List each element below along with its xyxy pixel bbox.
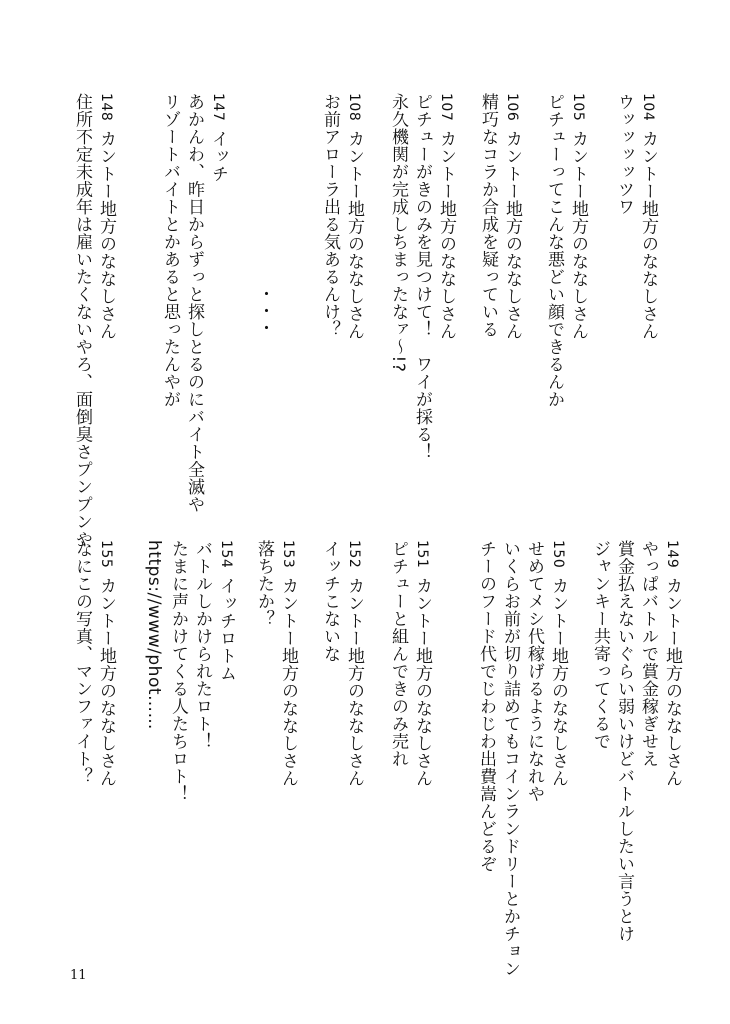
omission-dots: ・・・ — [254, 285, 274, 336]
post-number: 152 — [346, 540, 362, 569]
post-header — [94, 93, 118, 548]
post-header — [206, 93, 230, 513]
post-104 — [612, 93, 660, 340]
post-header — [546, 540, 570, 978]
post-number: 105 — [570, 93, 586, 122]
post-text: せめてメシ代稼げるようになれや — [524, 540, 544, 803]
post-text: ピチューってこんな悪どい顔できるんか — [544, 93, 564, 408]
post-152 — [318, 540, 366, 787]
post-header — [500, 93, 524, 340]
post-number: 150 — [550, 540, 566, 569]
post-text: 精巧なコラか合成を疑っている — [478, 93, 498, 338]
post-number: 106 — [504, 93, 520, 122]
poster-name: カントー地方のななしさん — [344, 130, 364, 341]
poster-name: カントー地方のななしさん — [502, 130, 522, 341]
post-text: ウッッッッツワ — [614, 93, 634, 216]
post-number: 107 — [438, 93, 454, 122]
post-header — [636, 93, 660, 340]
poster-name: カントー地方のななしさん — [96, 130, 116, 341]
post-text: いくらお前が切り詰めてもコインランドリーとかチョン — [500, 540, 520, 978]
poster-name: イッチロトム — [216, 577, 236, 683]
post-text: イッチこないな — [320, 540, 340, 663]
post-text: ピチューがきのみを見つけて！ ワイが採る！ — [412, 93, 432, 461]
poster-name: カントー地方のななしさん — [96, 577, 116, 788]
post-150 — [474, 540, 570, 978]
post-149 — [588, 540, 684, 943]
post-header — [566, 93, 590, 408]
post-header — [342, 540, 366, 787]
post-text: 永久機関が完成しちまったなァ〜!? — [388, 93, 408, 373]
post-108 — [318, 93, 366, 340]
poster-name: カントー地方のななしさん — [278, 577, 298, 788]
post-link: https://www/phot…… — [144, 540, 164, 731]
post-header — [276, 540, 300, 787]
post-text: お前アローラ出る気あるんけ？ — [320, 93, 340, 338]
post-number: 108 — [346, 93, 362, 122]
post-header — [214, 540, 238, 803]
post-text: 住所不定未成年は雇いたくないやろ、面倒臭さプンプンや — [72, 93, 92, 548]
poster-name: カントー地方のななしさん — [412, 577, 432, 788]
post-text: バトルしかけられたロト！ — [192, 540, 212, 750]
post-number: 151 — [414, 540, 430, 569]
post-153 — [252, 540, 300, 787]
post-number: 154 — [218, 540, 234, 569]
post-text: やっぱバトルで賞金稼ぎせえ — [638, 540, 658, 768]
post-text: なにこの写真、マンファイト？ — [72, 540, 92, 785]
post-header — [94, 540, 118, 787]
poster-name: イッチ — [208, 130, 228, 183]
poster-name: カントー地方のななしさん — [568, 130, 588, 341]
post-107 — [386, 93, 458, 461]
post-text: あかんわ、昨日からずっと探しとるのにバイト全滅や — [184, 93, 204, 513]
post-number: 153 — [280, 540, 296, 569]
post-154 — [142, 540, 238, 803]
poster-name: カントー地方のななしさん — [548, 577, 568, 788]
post-text: たまに声かけてくる人たちロト！ — [168, 540, 188, 803]
post-header — [434, 93, 458, 461]
post-number: 155 — [98, 540, 114, 569]
post-106 — [476, 93, 524, 340]
post-147 — [158, 93, 230, 513]
post-number: 149 — [664, 540, 680, 569]
post-header — [342, 93, 366, 340]
poster-name: カントー地方のななしさん — [662, 577, 682, 788]
post-number: 147 — [210, 93, 226, 122]
post-text: 落ちたか？ — [254, 540, 274, 628]
post-text: チーのフード代でじわじわ出費嵩んどるぞ — [476, 540, 496, 873]
post-105 — [542, 93, 590, 408]
page-number: 11 — [70, 968, 87, 983]
post-text: ジャンキー共寄ってくるで — [590, 540, 610, 750]
post-header — [660, 540, 684, 943]
post-number: 104 — [640, 93, 656, 122]
post-148 — [70, 93, 118, 548]
post-151 — [386, 540, 434, 787]
post-155 — [70, 540, 118, 787]
poster-name: カントー地方のななしさん — [436, 130, 456, 341]
post-text: ピチューと組んできのみ売れ — [388, 540, 408, 768]
post-text: リゾートバイトとかあると思ったんやが — [160, 93, 180, 408]
post-header — [410, 540, 434, 787]
poster-name: カントー地方のななしさん — [344, 577, 364, 788]
poster-name: カントー地方のななしさん — [638, 130, 658, 341]
post-number: 148 — [98, 93, 114, 122]
post-text: 賞金払えないぐらい弱いけどバトルしたい言うとけ — [614, 540, 634, 943]
